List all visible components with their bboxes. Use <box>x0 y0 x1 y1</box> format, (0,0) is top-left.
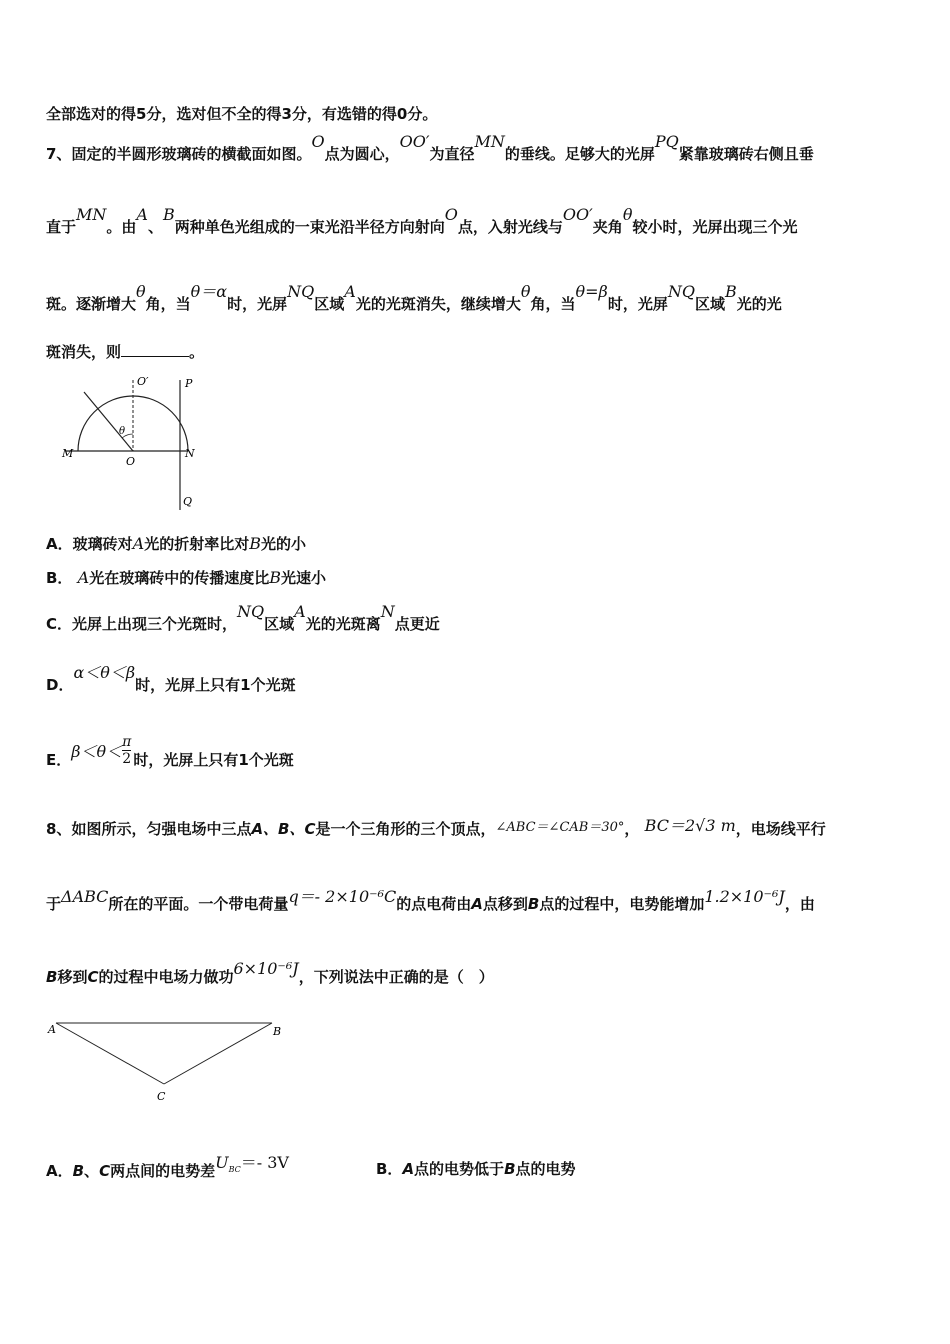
text: 的过程中电场力做功 <box>98 968 234 986</box>
math: OO′ <box>562 205 593 224</box>
q7-line-3 <box>46 282 782 314</box>
text: 角，当 <box>145 295 191 313</box>
math: θ <box>136 282 146 301</box>
text: 是一个三角形的三个顶点， <box>315 820 496 838</box>
math: q＝- 2×10⁻⁶C <box>288 887 397 906</box>
math: A <box>294 602 306 621</box>
text: 直于 <box>46 218 77 236</box>
text: 区域 <box>314 295 345 313</box>
text: 时，光屏 <box>607 295 668 313</box>
label-c: C <box>157 1090 166 1103</box>
text: 时，光屏 <box>227 295 288 313</box>
text: 于 <box>46 895 62 913</box>
intro-text: 全部选对的得5分，选对但不全的得3分，有选错的得0分。 <box>46 105 438 123</box>
q8-line-1 <box>46 816 826 839</box>
math: ∠ABC＝∠CAB＝30° <box>495 820 625 835</box>
text: 。由 <box>106 218 137 236</box>
math: θ <box>520 282 531 301</box>
text: 、 <box>84 1162 100 1180</box>
math: B <box>269 568 282 587</box>
option-label: E． <box>46 751 72 769</box>
q7-number: 7、 <box>46 145 72 163</box>
text: 角，当 <box>530 295 576 313</box>
text: 两点间的电势差 <box>110 1162 216 1180</box>
option-label: A． <box>46 535 73 553</box>
q7-line-4 <box>46 341 204 362</box>
math: ＝- 3V <box>240 1153 289 1172</box>
q7-option-e[interactable] <box>46 734 294 777</box>
q7-line-1 <box>46 132 814 164</box>
text: 点的电势 <box>515 1160 576 1178</box>
text: 光速小 <box>281 569 327 587</box>
text: 斑。逐渐增大 <box>46 295 137 313</box>
math: A <box>344 282 356 301</box>
incident-ray <box>84 392 133 451</box>
text: 点移到 <box>482 895 528 913</box>
q7-figure-semicircle <box>56 372 206 512</box>
q7-option-a[interactable] <box>46 533 306 554</box>
text: C <box>99 1162 111 1180</box>
q7-option-b[interactable] <box>46 567 326 588</box>
text: 固定的半圆形玻璃砖的横截面如图。 <box>71 145 312 163</box>
q7-option-c[interactable] <box>46 602 440 634</box>
text: 光屏上出现三个光斑时， <box>72 615 238 633</box>
denominator: 2 <box>122 751 132 767</box>
text: 时，光屏上只有1个光斑 <box>135 676 296 694</box>
option-label: B． <box>46 569 73 587</box>
q7-option-d[interactable] <box>46 663 296 695</box>
label-a: A <box>48 1023 56 1036</box>
text: B <box>527 895 540 913</box>
text: 时，光屏上只有1个光斑 <box>133 751 294 769</box>
text: 的点电荷由 <box>396 895 472 913</box>
q8-line-3 <box>46 959 494 987</box>
math: θ=β <box>575 282 608 301</box>
q8-number: 8、 <box>46 820 72 838</box>
fraction-pi-over-2 <box>122 734 131 767</box>
text: 点，入射光线与 <box>457 218 563 236</box>
text: B <box>46 968 58 986</box>
math: B <box>724 282 737 301</box>
q8-line-2 <box>46 887 815 914</box>
math: O <box>311 132 325 151</box>
text: 光的光斑消失，继续增大 <box>355 295 521 313</box>
math: B <box>163 205 175 224</box>
math: N <box>380 602 395 621</box>
text: 。 <box>189 343 205 361</box>
text: 为直径 <box>429 145 475 163</box>
q7-line-2 <box>46 205 798 237</box>
math: BC＝2√3 m <box>644 816 736 835</box>
math: β＜θ＜ <box>71 742 123 761</box>
math: θ＝α <box>190 282 228 301</box>
text: C <box>87 968 99 986</box>
math: NQ <box>667 282 695 301</box>
text: 区域 <box>264 615 295 633</box>
text: 点为圆心， <box>324 145 400 163</box>
label-o-prime: O′ <box>137 375 149 388</box>
text: 点的电势低于 <box>414 1160 505 1178</box>
text: 玻璃砖对 <box>72 535 133 553</box>
text: ，由 <box>784 895 815 913</box>
text: A <box>471 895 483 913</box>
math: A <box>77 568 90 587</box>
edge-bc <box>164 1023 272 1084</box>
math: α＜θ＜β <box>73 663 136 682</box>
text: 两种单色光组成的一束光沿半径方向射向 <box>174 218 445 236</box>
text: 点的过程中，电势能增加 <box>539 895 705 913</box>
math: 1.2×10⁻⁶J <box>704 887 785 906</box>
math: A <box>132 534 145 553</box>
answer-blank[interactable] <box>121 342 189 357</box>
label-b: B <box>273 1025 282 1038</box>
math-subscript: BC <box>228 1165 241 1174</box>
text: 光的折射率比对 <box>144 535 250 553</box>
math: NQ <box>237 602 265 621</box>
label-m: M <box>62 447 74 460</box>
math: OO′ <box>399 132 430 151</box>
text: 、 <box>147 218 163 236</box>
text: 区域 <box>694 295 725 313</box>
math: A <box>136 205 148 224</box>
math: θ <box>622 205 633 224</box>
text: ， <box>624 820 640 838</box>
text: 斑消失，则 <box>46 343 122 361</box>
option-label: D． <box>46 676 74 694</box>
text: 较小时，光屏出现三个光 <box>632 218 798 236</box>
text: ，下列说法中正确的是（ ） <box>298 968 494 986</box>
math: MN <box>76 205 107 224</box>
label-theta: θ <box>119 426 126 437</box>
label-q: Q <box>183 495 193 508</box>
math: PQ <box>654 132 679 151</box>
text: 光的小 <box>260 535 306 553</box>
text: 紧靠玻璃砖右侧且垂 <box>678 145 814 163</box>
q8-option-b[interactable] <box>376 1158 576 1179</box>
option-label: C． <box>46 615 73 633</box>
math: NQ <box>287 282 315 301</box>
text: B <box>72 1162 85 1180</box>
text: 所在的平面。一个带电荷量 <box>108 895 289 913</box>
edge-ac <box>56 1023 164 1084</box>
option-label: A． <box>46 1162 73 1180</box>
numerator: π <box>122 734 132 750</box>
label-n: N <box>185 447 195 460</box>
math: U <box>215 1153 229 1172</box>
label-p: P <box>185 377 193 390</box>
text: 光的光 <box>736 295 782 313</box>
text: 夹角 <box>592 218 623 236</box>
q8-option-a[interactable] <box>46 1153 289 1181</box>
text: 如图所示，匀强电场中三点 <box>71 820 252 838</box>
label-o: O <box>126 455 136 468</box>
math: B <box>249 534 261 553</box>
option-label: B． <box>376 1160 403 1178</box>
math: O <box>444 205 458 224</box>
q8-figure-triangle <box>44 1016 294 1106</box>
text: ，电场线平行 <box>735 820 826 838</box>
text: 光的光斑离 <box>305 615 381 633</box>
text: B <box>504 1160 516 1178</box>
text: 移到 <box>57 968 88 986</box>
math: ΔABC <box>61 887 109 906</box>
text: 点更近 <box>394 615 440 633</box>
text: 光在玻璃砖中的传播速度比 <box>89 569 270 587</box>
vertex-names: A、B、C <box>251 820 316 838</box>
text: 的垂线。足够大的光屏 <box>504 145 655 163</box>
math: 6×10⁻⁶J <box>233 959 299 978</box>
text: A <box>402 1160 415 1178</box>
math: MN <box>474 132 505 151</box>
